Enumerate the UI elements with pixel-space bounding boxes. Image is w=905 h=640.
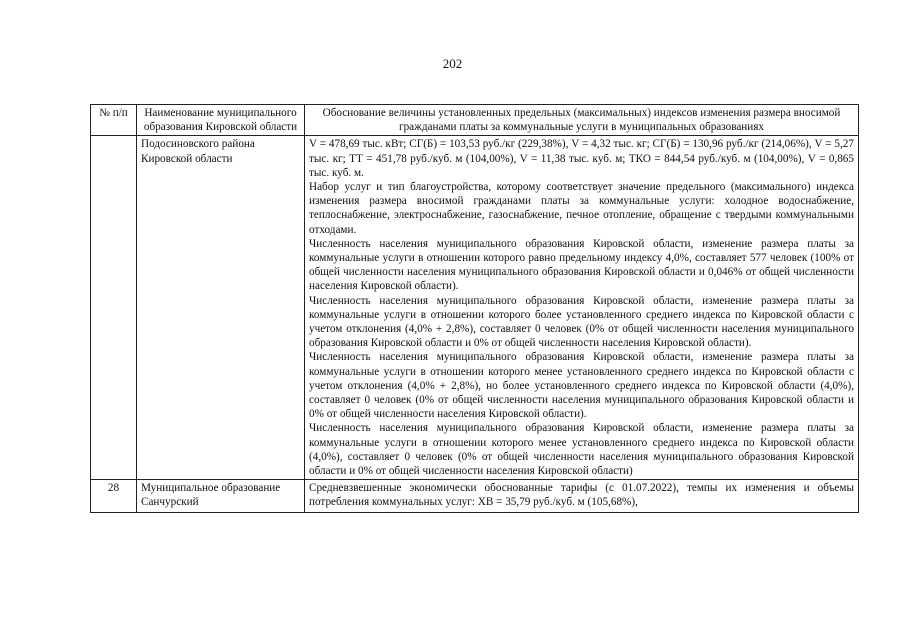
municipality-name: Подосиновского района Кировской области [137,136,305,480]
table-header-row [91,105,859,136]
justification-cell [305,136,859,480]
tariff-volumes-paragraph: V = 478,69 тыс. кВт; СГ(Б) = 103,53 руб./кг (229,38%), V = 4,32 тыс. кг; СГ(Б) = 130,96 руб./кг (214,06%), V = 5,27 тыс. кг; ТТ = 451,78 руб./куб. м (104,00%), V = 11,38 тыс. куб. м; ТКО = 844,54 руб./куб. м (104,00%), V = 0,865 тыс. куб. м. [309,138,854,179]
header-municipality-name: Наименование муниципального образования Кировской области [137,105,305,136]
row-number: 28 [91,480,137,513]
municipality-name: Муниципальное образование Санчурский [141,482,281,509]
header-justification: Обоснование величины установленных предельных (максимальных) индексов изменения размера вносимой гражданами платы за коммунальные услуги в муниципальных образованиях [305,105,859,136]
table-row [91,136,859,480]
page-number: 202 [442,56,463,71]
population-equal-index-paragraph: Численность населения муниципального образования Кировской области, изменение размера платы за коммунальные услуги в отношении которого равно предельному индексу 4,0%, составляет 577 человек (100% от общей численности населения муниципального образования Кировской области и 0,046% от общей численности населения Кировской области). [309,237,854,293]
justification-cell [305,480,859,513]
header-number: № п/п [91,105,137,136]
population-below-index-paragraph: Численность населения муниципального образования Кировской области, изменение размера платы за коммунальные услуги в отношении которого менее установленного среднего индекса по Кировской области (4,0%), составляет 0 человек (0% от общей численности населения муниципального образования Кировской области и 0% от общей численности населения Кировской области) [309,422,854,478]
row-number [91,136,137,480]
table-row [91,480,859,513]
population-between-index-paragraph: Численность населения муниципального образования Кировской области, изменение размера платы за коммунальные услуги в отношении которого менее установленного среднего индекса по Кировской области с учетом отклонения (4,0% + 2,8%), но более установленного среднего индекса по Кировской области (4,0%), составляет 0 человек (0% от общей численности населения муниципального образования Кировской области и 0% от общей численности населения Кировской области). [309,351,854,421]
municipality-name-cell [137,480,305,513]
services-set-paragraph: Набор услуг и тип благоустройства, которому соответствует значение предельного (максимального) индекса изменения размера вносимой гражданами платы за коммунальные услуги: холодное водоснабжение, теплоснабжение, электроснабжение, газоснабжение, печное отопление, обращение с твердыми коммунальными отходами. [309,181,854,236]
population-above-index-paragraph: Численность населения муниципального образования Кировской области, изменение размера платы за коммунальные услуги в отношении которого более установленного среднего индекса по Кировской области с учетом отклонения (4,0% + 2,8%), составляет 0 человек (0% от общей численности населения муниципального образования Кировской области и 0% от общей численности населения Кировской области). [309,294,854,350]
tariffs-intro-paragraph: Средневзвешенные экономически обоснованные тарифы (с 01.07.2022), темпы их изменения и объемы потребления коммунальных услуг: ХВ = 35,79 руб./куб. м (105,68%), [309,482,854,509]
tariff-table [90,104,859,513]
